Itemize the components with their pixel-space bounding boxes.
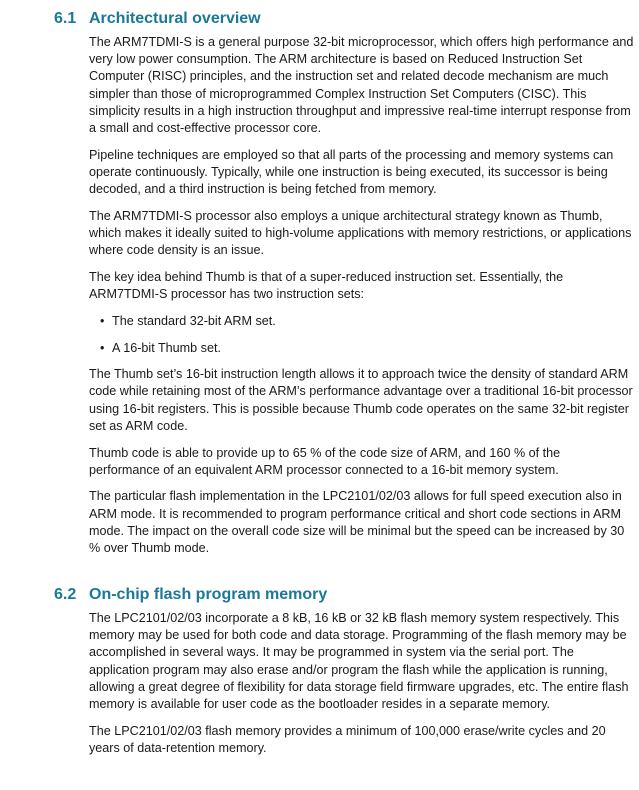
paragraph: The ARM7TDMI-S is a general purpose 32-bit microprocessor, which offers high performance and very low power consumption. The ARM architecture is based on Reduced Instruction Set Computer (RISC) principles, and the instruction set and related decode mechanism are much simpler than those of microprogrammed Complex Instruction Set Computers (CISC). This simplicity results in a high instruction throughput and impressive real-time interrupt response from a small and cost-effective processor core. <box>89 35 634 136</box>
paragraph: The ARM7TDMI-S processor also employs a unique architectural strategy known as Thumb, which makes it ideally suited to high-volume applications with memory restrictions, or applications where code density is an issue. <box>89 208 632 258</box>
list-item-text: The standard 32-bit ARM set. <box>112 313 276 328</box>
paragraph: The key idea behind Thumb is that of a super-reduced instruction set. Essentially, the ARM7TDMI-S processor has two instruction sets: <box>89 269 564 302</box>
section-body-6-2 <box>89 610 634 767</box>
paragraph: The particular flash implementation in the LPC2101/02/03 allows for full speed execution also in ARM mode. It is recommended to program performance critical and short code sections in ARM mode. The impact on the overall code size will be minimal but the speed can be increased by 30 % over Thumb mode. <box>89 489 625 556</box>
section-number: 6.2 <box>54 586 77 603</box>
section-title: Architectural overview <box>89 10 261 27</box>
paragraph: The LPC2101/02/03 flash memory provides a minimum of 100,000 erase/write cycles and 20 years of data-retention memory. <box>89 723 606 755</box>
bullet-icon: • <box>100 313 105 328</box>
section-heading-6-2 <box>54 585 327 605</box>
list-item-text: A 16-bit Thumb set. <box>112 340 221 355</box>
list-item <box>89 340 634 357</box>
section-heading-6-1 <box>54 9 261 29</box>
section-number: 6.1 <box>54 10 77 27</box>
instruction-set-list <box>89 313 634 357</box>
paragraph: Thumb code is able to provide up to 65 % of the code size of ARM, and 160 % of the performance of an equivalent ARM processor connected to a 16-bit memory system. <box>89 445 561 477</box>
paragraph: The LPC2101/02/03 incorporate a 8 kB, 16 kB or 32 kB flash memory system respectively. This memory may be used for both code and data storage. Programming of the flash memory may be accomplished in several ways. It may be programmed in system via the serial port. The application program may also erase and/or program the flash while the application is running, allowing a great degree of flexibility for data storage field firmware upgrades, etc. The entire flash memory is available for user code as the bootloader resides in a separate memory. <box>89 611 629 712</box>
paragraph: Pipeline techniques are employed so that all parts of the processing and memory systems can operate continuously. Typically, while one instruction is being executed, its successor is being decoded, and a third instruction is being fetched from memory. <box>89 147 614 197</box>
bullet-icon: • <box>100 340 105 355</box>
paragraph: The Thumb set’s 16-bit instruction length allows it to approach twice the density of standard ARM code while retaining most of the ARM’s performance advantage over a traditional 16-bit processor using 16-bit registers. This is possible because Thumb code operates on the same 32-bit register set as ARM code. <box>89 367 633 433</box>
list-item <box>89 313 634 330</box>
section-body-6-1 <box>89 34 634 567</box>
section-title: On-chip flash program memory <box>89 586 328 603</box>
